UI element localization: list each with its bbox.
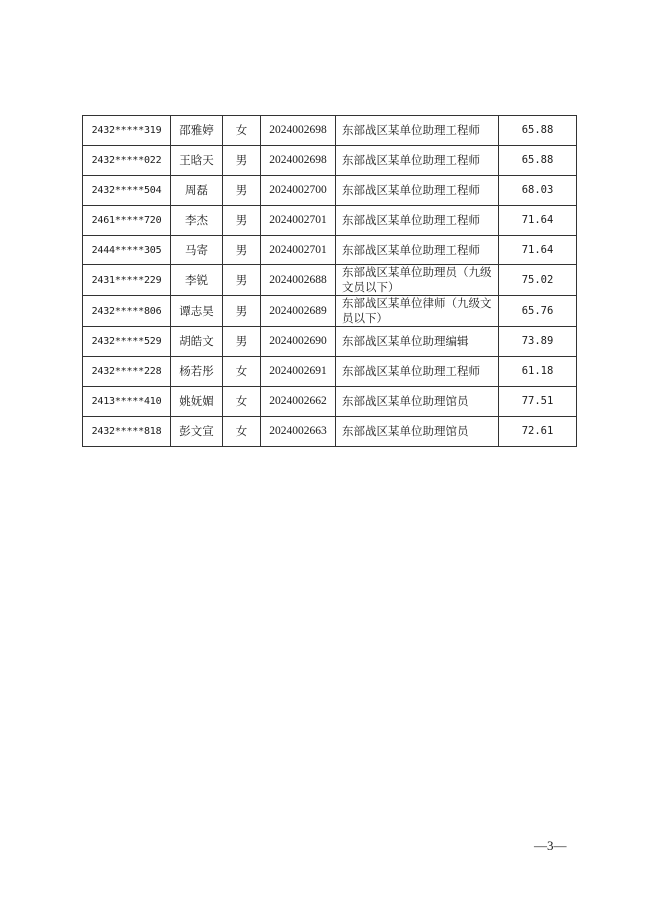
table-row xyxy=(83,175,577,205)
cell-exam-id: 2432*****228 xyxy=(83,357,171,387)
cell-name: 胡皓文 xyxy=(171,327,223,357)
cell-score: 72.61 xyxy=(499,417,577,447)
cell-position-code: 2024002701 xyxy=(261,235,336,265)
cell-exam-id: 2432*****818 xyxy=(83,417,171,447)
table-row xyxy=(83,417,577,447)
cell-position-code: 2024002700 xyxy=(261,175,336,205)
cell-exam-id: 2431*****229 xyxy=(83,265,171,296)
cell-score: 65.88 xyxy=(499,145,577,175)
cell-name: 杨若彤 xyxy=(171,357,223,387)
cell-gender: 男 xyxy=(223,175,261,205)
cell-position: 东部战区某单位助理工程师 xyxy=(336,205,499,235)
cell-name: 李锐 xyxy=(171,265,223,296)
cell-position: 东部战区某单位助理编辑 xyxy=(336,327,499,357)
cell-score: 71.64 xyxy=(499,205,577,235)
cell-position: 东部战区某单位助理工程师 xyxy=(336,116,499,146)
cell-position: 东部战区某单位助理员（九级文员以下） xyxy=(336,265,499,296)
cell-gender: 男 xyxy=(223,327,261,357)
cell-position-code: 2024002701 xyxy=(261,205,336,235)
cell-position: 东部战区某单位助理馆员 xyxy=(336,387,499,417)
cell-score: 75.02 xyxy=(499,265,577,296)
cell-gender: 女 xyxy=(223,387,261,417)
cell-name: 周磊 xyxy=(171,175,223,205)
cell-name: 姚妩媚 xyxy=(171,387,223,417)
table-row xyxy=(83,327,577,357)
cell-exam-id: 2432*****319 xyxy=(83,116,171,146)
cell-position: 东部战区某单位助理工程师 xyxy=(336,175,499,205)
cell-exam-id: 2413*****410 xyxy=(83,387,171,417)
cell-position-code: 2024002689 xyxy=(261,296,336,327)
cell-position-code: 2024002698 xyxy=(261,145,336,175)
cell-name: 谭志昊 xyxy=(171,296,223,327)
cell-score: 73.89 xyxy=(499,327,577,357)
table-row xyxy=(83,357,577,387)
cell-exam-id: 2432*****504 xyxy=(83,175,171,205)
cell-score: 71.64 xyxy=(499,235,577,265)
cell-position: 东部战区某单位助理工程师 xyxy=(336,145,499,175)
table-row xyxy=(83,116,577,146)
cell-exam-id: 2432*****529 xyxy=(83,327,171,357)
table-row xyxy=(83,296,577,327)
cell-score: 65.76 xyxy=(499,296,577,327)
cell-position-code: 2024002690 xyxy=(261,327,336,357)
cell-score: 65.88 xyxy=(499,116,577,146)
page-number: —3— xyxy=(534,838,567,853)
table-row xyxy=(83,235,577,265)
cell-position-code: 2024002698 xyxy=(261,116,336,146)
cell-name: 邵雅婷 xyxy=(171,116,223,146)
cell-gender: 女 xyxy=(223,116,261,146)
cell-exam-id: 2444*****305 xyxy=(83,235,171,265)
cell-exam-id: 2432*****022 xyxy=(83,145,171,175)
cell-name: 王晗天 xyxy=(171,145,223,175)
cell-name: 马寄 xyxy=(171,235,223,265)
cell-gender: 女 xyxy=(223,417,261,447)
cell-position: 东部战区某单位助理工程师 xyxy=(336,357,499,387)
cell-position-code: 2024002688 xyxy=(261,265,336,296)
cell-score: 77.51 xyxy=(499,387,577,417)
cell-gender: 男 xyxy=(223,296,261,327)
table-row xyxy=(83,387,577,417)
cell-position-code: 2024002663 xyxy=(261,417,336,447)
cell-position-code: 2024002662 xyxy=(261,387,336,417)
cell-score: 61.18 xyxy=(499,357,577,387)
cell-position: 东部战区某单位助理工程师 xyxy=(336,235,499,265)
table-row xyxy=(83,265,577,296)
cell-gender: 女 xyxy=(223,357,261,387)
table-row xyxy=(83,205,577,235)
cell-gender: 男 xyxy=(223,235,261,265)
cell-position: 东部战区某单位助理馆员 xyxy=(336,417,499,447)
cell-position-code: 2024002691 xyxy=(261,357,336,387)
cell-name: 李杰 xyxy=(171,205,223,235)
cell-gender: 男 xyxy=(223,265,261,296)
cell-position: 东部战区某单位律师（九级文员以下） xyxy=(336,296,499,327)
candidate-table-body xyxy=(83,116,577,447)
cell-name: 彭文宣 xyxy=(171,417,223,447)
cell-exam-id: 2461*****720 xyxy=(83,205,171,235)
cell-gender: 男 xyxy=(223,205,261,235)
cell-score: 68.03 xyxy=(499,175,577,205)
table-row xyxy=(83,145,577,175)
cell-gender: 男 xyxy=(223,145,261,175)
cell-exam-id: 2432*****806 xyxy=(83,296,171,327)
candidate-table xyxy=(82,115,577,447)
